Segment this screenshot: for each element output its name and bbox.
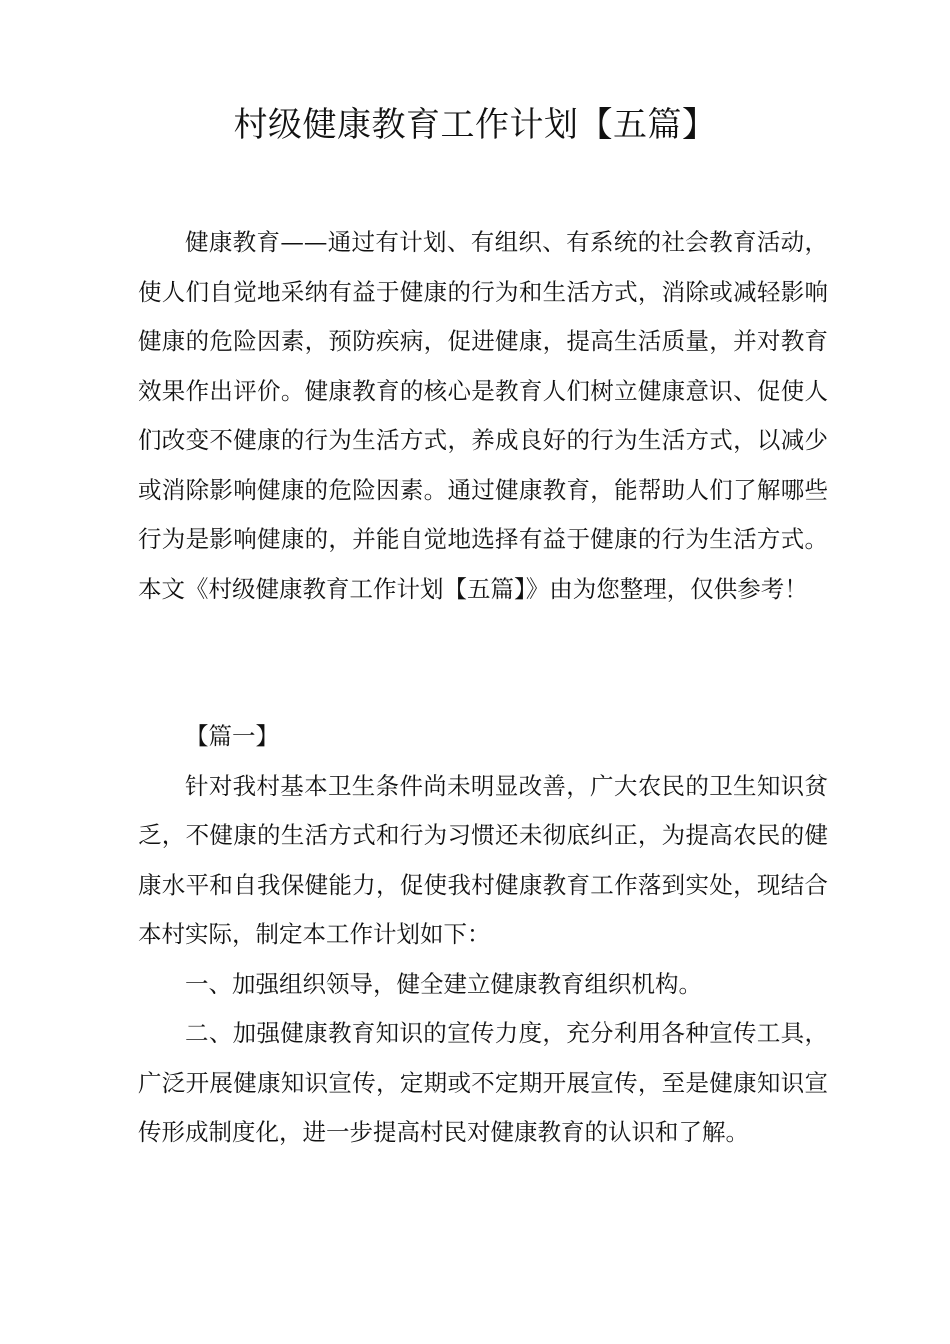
section-1-paragraph-2: 一、加强组织领导，健全建立健康教育组织机构。 — [185, 969, 702, 998]
document-title: 村级健康教育工作计划【五篇】 — [233, 105, 717, 145]
section-1 — [138, 712, 828, 1158]
intro-section — [138, 218, 828, 614]
section-1-paragraph-1: 针对我村基本卫生条件尚未明显改善，广大农民的卫生知识贫乏，不健康的生活方式和行为习惯还未彻底纠正，为提高农民的健康水平和自我保健能力，促使我村健康教育工作落到实处，现结合本村实际，制定本工作计划如下： — [138, 771, 828, 948]
intro-paragraph: 健康教育——通过有计划、有组织、有系统的社会教育活动，使人们自觉地采纳有益于健康的行为和生活方式，消除或减轻影响健康的危险因素，预防疾病，促进健康，提高生活质量，并对教育效果作出评价。健康教育的核心是教育人们树立健康意识、促使人们改变不健康的行为生活方式，养成良好的行为生活方式，以减少或消除影响健康的危险因素。通过健康教育，能帮助人们了解哪些行为是影响健康的，并能自觉地选择有益于健康的行为生活方式。本文《村级健康教育工作计划【五篇】》由为您整理，仅供参考！ — [138, 228, 828, 603]
section-1-paragraph-3: 二、加强健康教育知识的宣传力度，充分利用各种宣传工具，广泛开展健康知识宣传，定期或不定期开展宣传，至是健康知识宣传形成制度化，进一步提高村民对健康教育的认识和了解。 — [138, 1019, 828, 1146]
section-1-heading: 【篇一】 — [185, 722, 279, 750]
